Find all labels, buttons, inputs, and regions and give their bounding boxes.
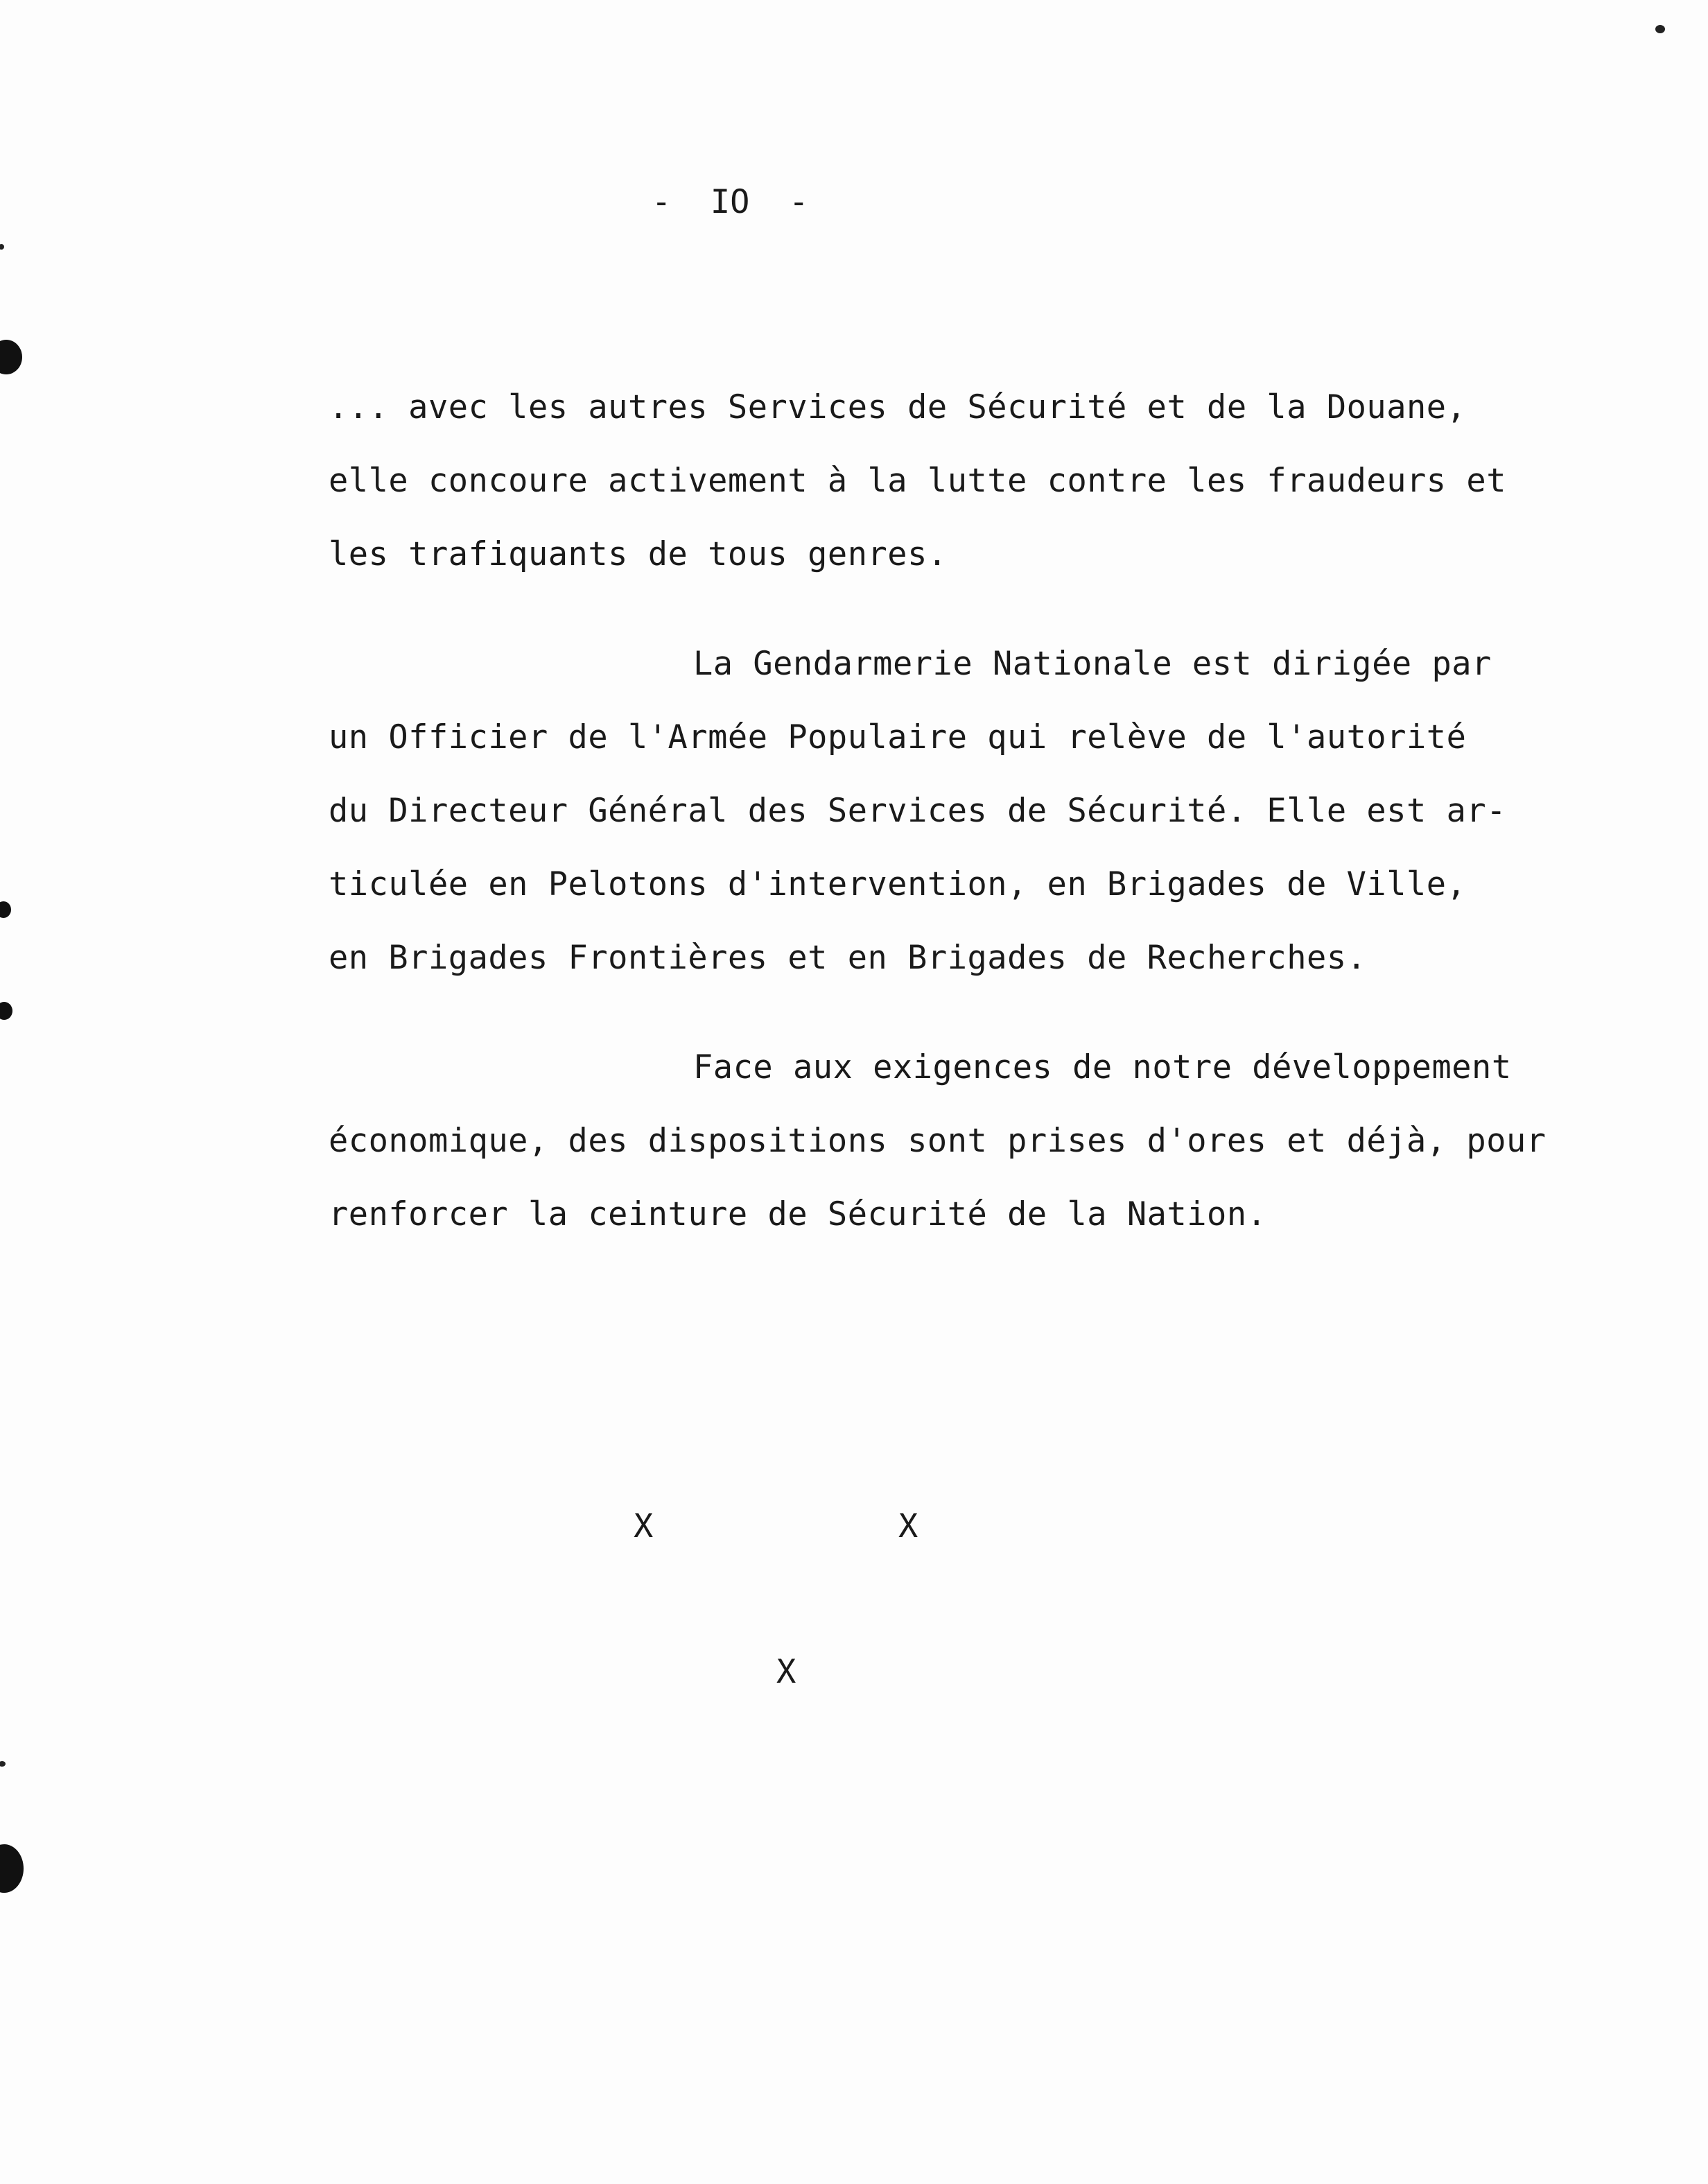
paragraph-1-line-2: elle concoure activement à la lutte contre les fraudeurs et xyxy=(329,462,1506,500)
paragraph-1-line-3: les trafiquants de tous genres. xyxy=(329,535,948,573)
page-number: - IO - xyxy=(652,183,809,221)
paragraph-2-line-1: La Gendarmerie Nationale est dirigée par xyxy=(693,645,1492,683)
speck-mark xyxy=(0,244,4,250)
binder-hole-mark xyxy=(0,1002,12,1020)
binder-hole-mark xyxy=(0,901,11,918)
binder-hole-mark xyxy=(0,340,22,374)
paragraph-3-line-2: économique, des dispositions sont prises d'ores et déjà, pour xyxy=(329,1122,1546,1160)
paragraph-2-line-3: du Directeur Général des Services de Sécurité. Elle est ar- xyxy=(329,792,1506,830)
paragraph-1-line-1: ... avec les autres Services de Sécurité et de la Douane, xyxy=(329,388,1467,426)
paragraph-2-line-5: en Brigades Frontières et en Brigades de Recherches. xyxy=(329,939,1367,977)
speck-mark xyxy=(0,1761,6,1767)
speck-mark xyxy=(1655,25,1665,33)
end-mark-bottom: X xyxy=(776,1653,796,1691)
end-mark-left: X xyxy=(634,1507,654,1545)
paragraph-2-line-4: ticulée en Pelotons d'intervention, en Brigades de Ville, xyxy=(329,865,1467,903)
paragraph-2-line-2: un Officier de l'Armée Populaire qui relève de l'autorité xyxy=(329,718,1467,756)
paragraph-3-line-1: Face aux exigences de notre développement xyxy=(693,1048,1512,1086)
binder-hole-mark xyxy=(0,1844,24,1893)
paragraph-3-line-3: renforcer la ceinture de Sécurité de la Nation. xyxy=(329,1195,1267,1233)
end-mark-right: X xyxy=(898,1507,918,1545)
